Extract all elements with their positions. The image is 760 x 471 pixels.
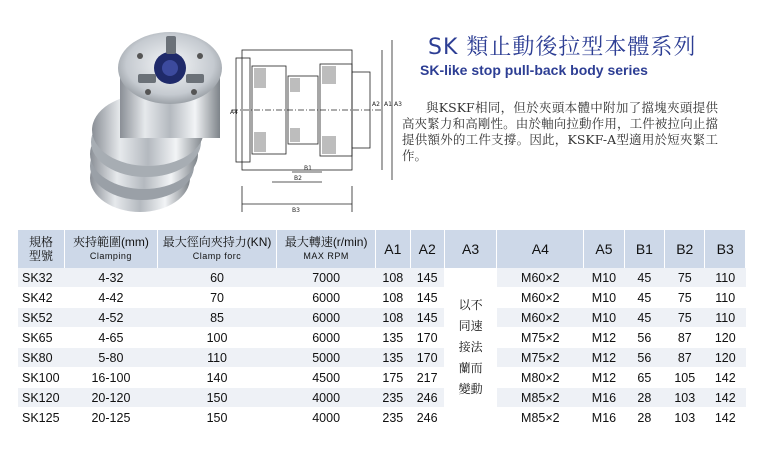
cell-a5: M16 (584, 388, 624, 408)
header-a1: A1 (376, 230, 410, 268)
cell-clamping: 20-125 (64, 408, 157, 428)
table-row (18, 308, 746, 328)
table-row (18, 268, 746, 288)
cell-model: SK120 (18, 388, 64, 408)
cell-force: 60 (157, 268, 276, 288)
cell-a2: 170 (410, 348, 444, 368)
label-a1: A1 (384, 101, 392, 108)
cell-a4: M75×2 (497, 348, 584, 368)
cell-speed: 4000 (277, 408, 376, 428)
cell-b2: 103 (665, 388, 705, 408)
cell-clamping: 16-100 (64, 368, 157, 388)
cell-b3: 142 (705, 408, 746, 428)
cell-a5: M10 (584, 288, 624, 308)
cell-force: 150 (157, 408, 276, 428)
label-a3: A3 (394, 101, 402, 108)
header-b2: B2 (665, 230, 705, 268)
cell-clamping: 4-42 (64, 288, 157, 308)
cell-force: 110 (157, 348, 276, 368)
header-force: 最大徑向夾持力(KN) Clamp forc (157, 230, 276, 268)
cell-b1: 56 (624, 328, 664, 348)
cell-b1: 28 (624, 388, 664, 408)
cell-model: SK80 (18, 348, 64, 368)
cell-a4: M60×2 (497, 308, 584, 328)
table-header (18, 230, 746, 268)
cell-speed: 5000 (277, 348, 376, 368)
cell-b2: 75 (665, 308, 705, 328)
cell-b1: 65 (624, 368, 664, 388)
cell-speed: 7000 (277, 268, 376, 288)
cell-b3: 120 (705, 348, 746, 368)
table-row (18, 348, 746, 368)
cell-b2: 87 (665, 348, 705, 368)
cell-model: SK52 (18, 308, 64, 328)
cell-a1: 108 (376, 268, 410, 288)
cell-b1: 45 (624, 308, 664, 328)
header-speed: 最大轉速(r/min) MAX RPM (277, 230, 376, 268)
cell-a4: M85×2 (497, 388, 584, 408)
cell-clamping: 5-80 (64, 348, 157, 368)
cell-a3-merged (444, 268, 497, 428)
label-a4: A4 (230, 109, 238, 116)
cell-model: SK65 (18, 328, 64, 348)
cell-clamping: 4-65 (64, 328, 157, 348)
cell-b2: 75 (665, 288, 705, 308)
cell-a5: M16 (584, 408, 624, 428)
title-chinese: SK 類止動後拉型本體系列 (428, 35, 697, 60)
cell-force: 150 (157, 388, 276, 408)
header-model: 規格 型號 (18, 230, 64, 268)
table-row (18, 328, 746, 348)
table-row (18, 368, 746, 388)
cell-b2: 105 (665, 368, 705, 388)
header-clamping: 夾持範圍(mm) Clamping (64, 230, 157, 268)
a3-note-line: 以不 (458, 298, 483, 312)
cell-clamping: 20-120 (64, 388, 157, 408)
cell-a5: M10 (584, 308, 624, 328)
cell-a4: M85×2 (497, 408, 584, 428)
cell-a2: 217 (410, 368, 444, 388)
header-a3: A3 (444, 230, 497, 268)
table-row (18, 288, 746, 308)
table-row (18, 388, 746, 408)
cell-b1: 45 (624, 288, 664, 308)
cell-a2: 170 (410, 328, 444, 348)
cell-a2: 145 (410, 268, 444, 288)
cell-speed: 4000 (277, 388, 376, 408)
cell-a4: M80×2 (497, 368, 584, 388)
cell-model: SK32 (18, 268, 64, 288)
cell-force: 140 (157, 368, 276, 388)
label-a2: A2 (372, 101, 380, 108)
a3-note-line: 蘭而 (458, 361, 483, 375)
header-b3: B3 (705, 230, 746, 268)
title-english: SK-like stop pull-back body series (420, 62, 648, 78)
header-a2: A2 (410, 230, 444, 268)
cell-b2: 103 (665, 408, 705, 428)
a3-note-line: 變動 (458, 382, 483, 396)
cell-a4: M75×2 (497, 328, 584, 348)
cell-a2: 246 (410, 388, 444, 408)
cell-b1: 56 (624, 348, 664, 368)
cell-a4: M60×2 (497, 268, 584, 288)
cell-b3: 142 (705, 368, 746, 388)
cell-speed: 4500 (277, 368, 376, 388)
cell-b3: 110 (705, 268, 746, 288)
header-a5: A5 (584, 230, 624, 268)
cell-b3: 110 (705, 308, 746, 328)
cross-section-drawing (232, 36, 402, 222)
cell-a1: 135 (376, 328, 410, 348)
cell-b1: 28 (624, 408, 664, 428)
cell-force: 70 (157, 288, 276, 308)
description: 與KSKF相同，但於夾頭本體中附加了擋塊夾頭提供高夾緊力和高剛性。由於軸向拉動作用，工件被拉向止擋提供額外的工件支撐。因此，KSKF-A型適用於短夾緊工作。 (402, 100, 718, 163)
cell-model: SK42 (18, 288, 64, 308)
cell-model: SK125 (18, 408, 64, 428)
cell-speed: 6000 (277, 288, 376, 308)
cell-b2: 87 (665, 328, 705, 348)
spec-table (18, 230, 746, 428)
cell-clamping: 4-32 (64, 268, 157, 288)
cell-a5: M12 (584, 328, 624, 348)
label-b2: B2 (294, 175, 302, 182)
table-row (18, 408, 746, 428)
header-a4: A4 (497, 230, 584, 268)
cell-a1: 108 (376, 288, 410, 308)
cell-a1: 235 (376, 408, 410, 428)
cell-b3: 120 (705, 328, 746, 348)
cell-b1: 45 (624, 268, 664, 288)
cell-speed: 6000 (277, 328, 376, 348)
cell-b3: 142 (705, 388, 746, 408)
cell-speed: 6000 (277, 308, 376, 328)
cell-a1: 135 (376, 348, 410, 368)
cell-a1: 235 (376, 388, 410, 408)
a3-note-line: 接法 (458, 340, 483, 354)
cell-force: 85 (157, 308, 276, 328)
cell-a2: 246 (410, 408, 444, 428)
cell-model: SK100 (18, 368, 64, 388)
cell-a5: M10 (584, 268, 624, 288)
a3-note-line: 同速 (458, 319, 483, 333)
cell-a5: M12 (584, 368, 624, 388)
cell-b3: 110 (705, 288, 746, 308)
cell-a4: M60×2 (497, 288, 584, 308)
label-b3: B3 (292, 207, 300, 214)
cell-clamping: 4-52 (64, 308, 157, 328)
cell-a2: 145 (410, 288, 444, 308)
cell-force: 100 (157, 328, 276, 348)
cell-b2: 75 (665, 268, 705, 288)
chuck-photo (78, 28, 228, 218)
cell-a5: M12 (584, 348, 624, 368)
header-b1: B1 (624, 230, 664, 268)
cell-a2: 145 (410, 308, 444, 328)
cell-a1: 108 (376, 308, 410, 328)
cell-a1: 175 (376, 368, 410, 388)
label-b1: B1 (304, 165, 312, 172)
